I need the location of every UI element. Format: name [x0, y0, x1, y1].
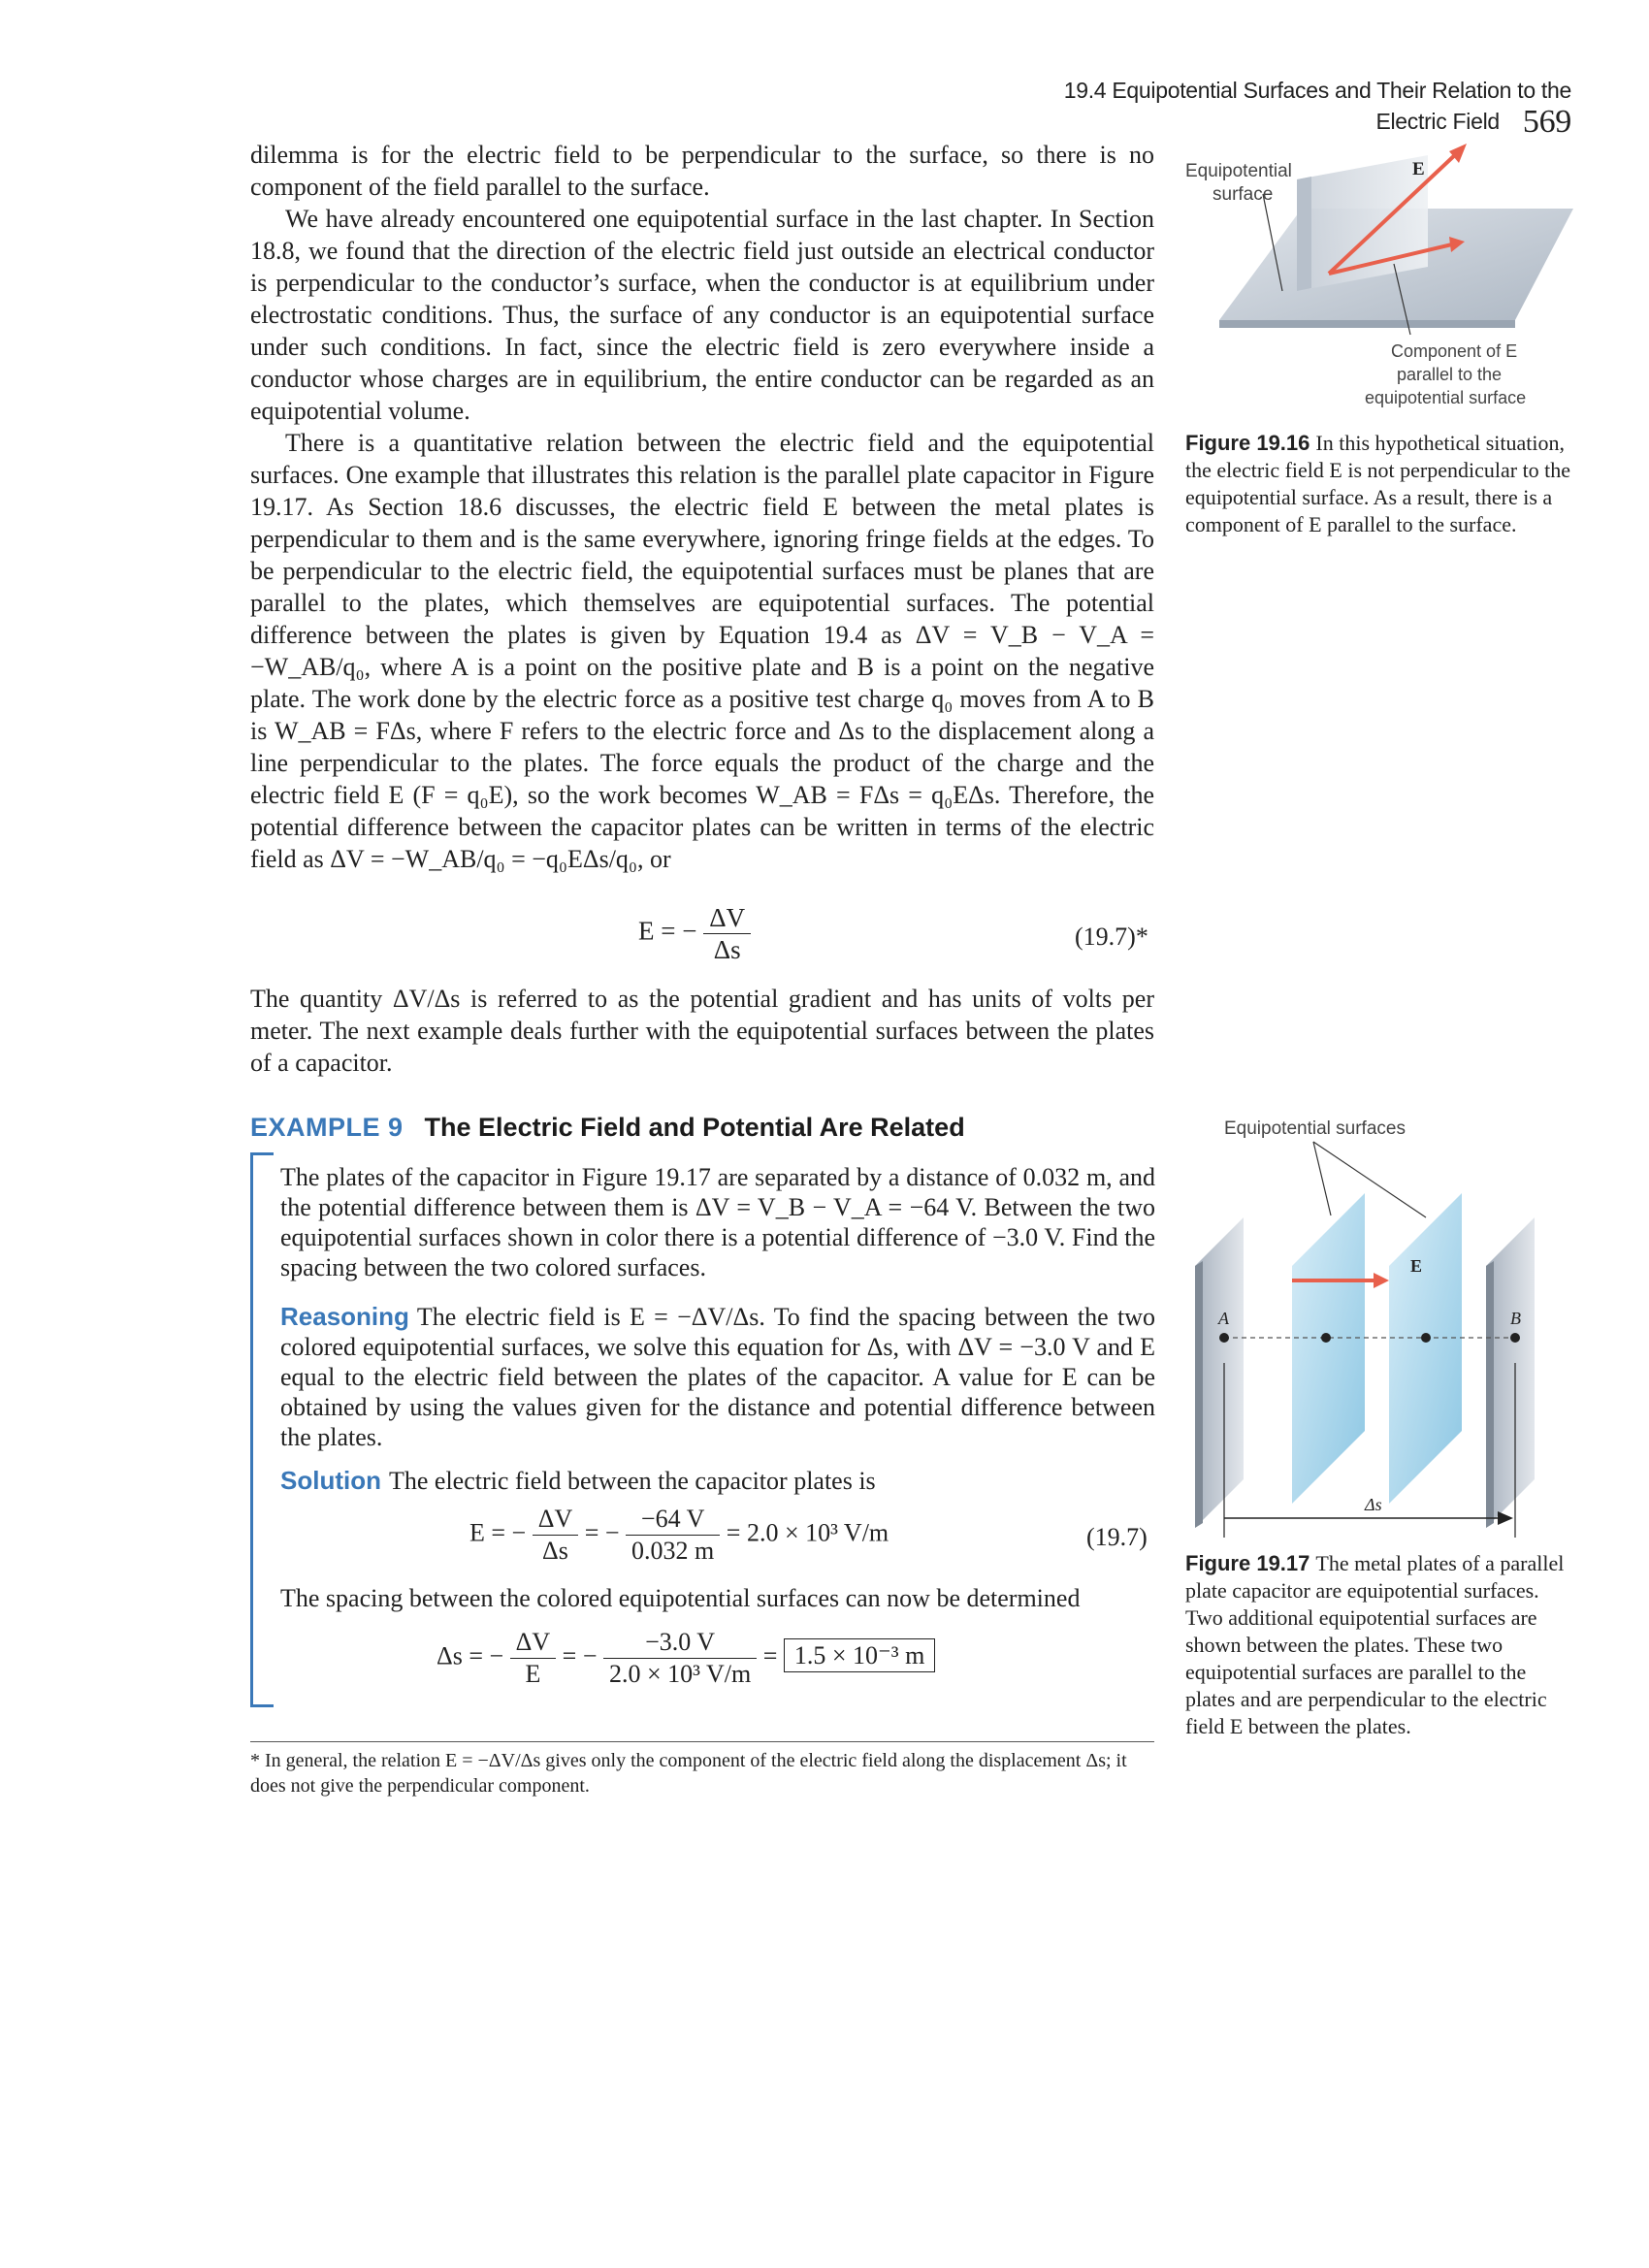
eq1-mid: = −: [584, 1518, 620, 1547]
eq2-numerator-2: −3.0 V: [603, 1627, 757, 1659]
fig17-label-b: B: [1510, 1309, 1521, 1328]
fig16-label-e: E: [1412, 159, 1425, 179]
fig16-floor-edge: [1219, 320, 1515, 328]
footnote: * In general, the relation E = −ΔV/Δs gives only the component of the electric field along the displacement Δs; it does not give the perpendicular component.: [250, 1750, 1127, 1797]
fig17-label-surfaces: Equipotential surfaces: [1224, 1118, 1406, 1139]
equation-lhs: E = −: [638, 916, 697, 946]
paragraph-2: We have already encountered one equipotential surface in the last chapter. In Section 18.8, we found that the direction of the electric field just outside an electrical conductor is perpendicular to the conductor’s surface, when the conductor is at equilibrium under electrostatic conditions. Thus, the surface of any conductor is an equipotential surface under such conditions. In fact, since the electric field is zero everywhere inside a conductor whose charges are in equilibrium, the entire conductor can be regarded as an equipotential volume.: [250, 205, 1154, 425]
eq1-denominator-2: 0.032 m: [631, 1537, 715, 1565]
fig17-leader-2: [1313, 1142, 1426, 1217]
equation-19-7-star: [638, 902, 751, 965]
eq1-fraction-1: [533, 1504, 579, 1567]
reasoning-label: Reasoning: [280, 1302, 409, 1331]
fig17-label-ds: Δs: [1365, 1495, 1382, 1514]
example-bracket-bottom: [250, 1704, 274, 1707]
fig17-point-b: [1510, 1333, 1520, 1343]
figure-19-17-illustration: [1185, 1111, 1593, 1538]
footnote-rule: [250, 1741, 1154, 1742]
figure-19-17-tag: Figure 19.17: [1185, 1551, 1310, 1575]
eq1-label: (19.7): [1086, 1523, 1148, 1551]
eq2-denominator-1: E: [525, 1660, 541, 1688]
eq1-numerator-1: ΔV: [533, 1504, 579, 1536]
example-reasoning: [280, 1302, 1155, 1452]
reasoning-text: The electric field is E = −ΔV/Δs. To find the spacing between the two colored equipotential surfaces, we solve this equation for Δs, with ΔV = −3.0 V and E equal to the electric field between the plates of the capacitor. A value for E can be obtained by using the values given for the distance and potential difference between the plates.: [280, 1303, 1155, 1451]
fig16-label-surface-2: surface: [1212, 184, 1274, 205]
eq2-lhs: Δs = −: [436, 1641, 504, 1670]
paragraph-1: dilemma is for the electric field to be perpendicular to the surface, so there is no component of the field parallel to the surface.: [250, 141, 1154, 201]
fig17-leader-1: [1313, 1142, 1331, 1215]
fig17-equipotential-surface-1: [1292, 1193, 1365, 1504]
example-equation-2: [436, 1627, 935, 1690]
fig17-label-a: A: [1218, 1309, 1229, 1328]
section-title: 19.4 Equipotential Surfaces and Their Relation to the Electric Field: [1063, 78, 1571, 134]
eq2-numerator-1: ΔV: [510, 1627, 557, 1659]
fig17-ds-arrowhead: [1498, 1511, 1513, 1525]
eq1-denominator-1: Δs: [542, 1537, 568, 1565]
fig16-label-component-3: equipotential surface: [1365, 388, 1527, 407]
eq1-fraction-2: [626, 1504, 720, 1567]
spacing-text: The spacing between the colored equipotential surfaces can now be determined: [280, 1584, 1081, 1612]
eq2-fraction-2: [603, 1627, 757, 1690]
example-solution: [280, 1466, 1155, 1496]
fig17-right-plate-edge: [1486, 1261, 1494, 1528]
figure-19-17-caption-text: The metal plates of a parallel plate capacitor are equipotential surfaces. Two additional equipotential surfaces are shown between the plates. These two equipotential surfaces are parallel to the plates and are perpendicular to the electric field E between the plates.: [1185, 1551, 1565, 1738]
fig16-label-surface-1: Equipotential: [1185, 161, 1292, 181]
eq1-lhs: E = −: [469, 1518, 527, 1547]
eq2-fraction-1: [510, 1627, 557, 1690]
example-bracket-side: [250, 1152, 253, 1707]
fig17-e-arrowhead: [1374, 1273, 1389, 1288]
equation-fraction: [703, 902, 751, 965]
example-title: The Electric Field and Potential Are Related: [424, 1113, 965, 1142]
example-equation-1: [469, 1504, 889, 1567]
body-text-top: [250, 139, 1154, 875]
fig17-point-mid-1: [1321, 1333, 1331, 1343]
solution-intro: The electric field between the capacitor plates is: [388, 1467, 876, 1495]
figure-19-16-caption-text: In this hypothetical situation, the electric field E is not perpendicular to the equipotential surface. As a result, there is a component of E parallel to the surface.: [1185, 431, 1571, 536]
paragraph-3: There is a quantitative relation between the electric field and the equipotential surfaces. One example that illustrates this relation is the parallel plate capacitor in Figure 19.17. As Section 18.6 discusses, the electric field E between the metal plates is perpendicular to them and is the same everywhere, ignoring fringe fields at the edges. To be perpendicular to the electric field, the equipotential surfaces must be planes that are parallel to the plates, which themselves are equipotential surfaces. The potential difference between the plates is given by Equation 19.4 as ΔV = V_B − V_A = −W_AB/q₀, where A is a point on the positive plate and B is a point on the negative plate. The work done by the electric force as a positive test charge q₀ moves from A to B is W_AB = FΔs, where F refers to the electric force and Δs to the displacement along a line perpendicular to the plates. The force equals the product of the charge and the electric field E (F = q₀E), so the work becomes W_AB = FΔs = q₀EΔs. Therefore, the potential difference between the capacitor plates can be written in terms of the electric field as ΔV = −W_AB/q₀ = −q₀EΔs/q₀, or: [250, 429, 1154, 873]
fig16-label-component-2: parallel to the: [1397, 365, 1503, 384]
answer-box: 1.5 × 10⁻³ m: [784, 1638, 935, 1672]
solution-label: Solution: [280, 1466, 381, 1495]
eq2-mid: = −: [562, 1641, 598, 1670]
eq2-denominator-2: 2.0 × 10³ V/m: [609, 1660, 752, 1688]
equation-label: (19.7)*: [1075, 923, 1148, 951]
eq2-equals: =: [762, 1641, 778, 1670]
running-head: [989, 78, 1571, 141]
eq1-numerator-2: −64 V: [626, 1504, 720, 1536]
figure-19-16-illustration: [1185, 136, 1593, 427]
figure-19-16-tag: Figure 19.16: [1185, 431, 1310, 455]
figure-19-17-caption: [1185, 1550, 1573, 1740]
example-bracket-top: [250, 1152, 274, 1155]
page-number: 569: [1522, 104, 1571, 140]
example-spacing: [280, 1583, 1155, 1613]
example-problem: [280, 1162, 1155, 1282]
fig17-left-plate-edge: [1195, 1261, 1203, 1528]
fig16-label-component-1: Component of E: [1391, 341, 1518, 361]
problem-text: The plates of the capacitor in Figure 19.17 are separated by a distance of 0.032 m, and the potential difference between them is ΔV = V_B − V_A = −64 V. Between the two equipotential surfaces shown in color there is a potential difference of −3.0 V. Find the spacing between the two colored surfaces.: [280, 1163, 1155, 1281]
fraction-denominator: Δs: [713, 935, 741, 964]
fig17-point-mid-2: [1421, 1333, 1431, 1343]
example-heading: [250, 1113, 965, 1143]
fig17-label-e: E: [1410, 1256, 1423, 1276]
fig17-point-a: [1219, 1333, 1229, 1343]
fig17-equipotential-surface-2: [1389, 1193, 1462, 1504]
paragraph-4: The quantity ΔV/Δs is referred to as the potential gradient and has units of volts per meter. The next example deals further with the equipotential surfaces between the plates of a capacitor.: [250, 985, 1154, 1077]
fig16-wall-shade: [1297, 177, 1311, 291]
fraction-numerator: ΔV: [703, 902, 751, 934]
figure-19-16-caption: [1185, 430, 1573, 538]
eq1-rhs: = 2.0 × 10³ V/m: [726, 1518, 889, 1547]
example-tag: EXAMPLE 9: [250, 1113, 404, 1142]
body-text-bottom: [250, 983, 1154, 1079]
